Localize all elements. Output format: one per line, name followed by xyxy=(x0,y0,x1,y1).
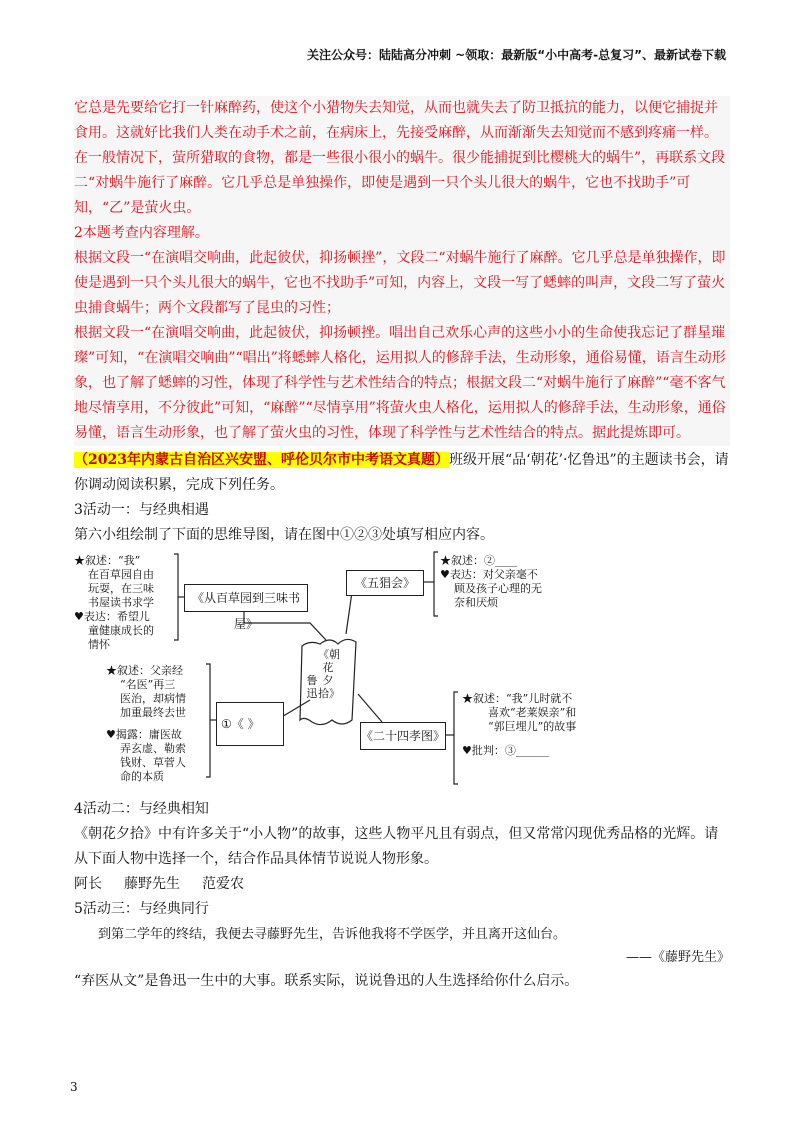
tr-line-4: 奈和厌烦 xyxy=(454,596,498,609)
center-book-title: 《朝花夕拾》 xyxy=(318,648,340,700)
mind-map-tr-notes xyxy=(440,554,542,610)
tl-line-7: 情怀 xyxy=(88,638,110,651)
question-4-title: 4活动二：与经典相知 xyxy=(74,801,209,817)
question-5-text: “弃医从文”是鲁迅一生中的大事。联系实际，说说鲁迅的人生选择给你什么启示。 xyxy=(74,973,579,989)
bl-line-2: “名医”再三 xyxy=(120,678,176,691)
person-3: 范爱农 xyxy=(202,876,244,892)
question-3-title: 3活动一：与经典相遇 xyxy=(74,502,209,518)
tl-line-6: 童健康成长的 xyxy=(88,624,154,637)
mind-map-tl-notes xyxy=(74,554,154,652)
question-4-people xyxy=(74,872,730,897)
tl-line-3: 玩耍，在三味 xyxy=(88,582,154,595)
br-line-1: ★叙述：“我”儿时就不 xyxy=(462,692,573,705)
person-2: 藤野先生 xyxy=(124,876,180,892)
mind-map-br-notes xyxy=(462,692,576,758)
mind-map-bl-notes xyxy=(106,664,186,784)
mind-map xyxy=(74,550,730,793)
br-line-2: 喜欢“老莱娱亲”和 xyxy=(488,706,577,719)
box-baicaoyuan: 《从百草园到三味书屋》 xyxy=(184,584,308,612)
page-header: 关注公众号：陆陆高分冲刺 ~领取：最新版“小中高考-总复习”、最新试卷下载 xyxy=(307,48,726,62)
bl-line-7: 钱财、草菅人 xyxy=(120,756,186,769)
tl-line-1: ★叙述：“我” xyxy=(74,554,141,567)
question-2-title: 2本题考查内容理解。 xyxy=(74,225,209,241)
intro-paragraph xyxy=(74,448,730,498)
bl-line-6: 弄玄虚、勒索 xyxy=(120,742,186,755)
question-4-text: 《朝花夕拾》中有许多关于“小人物”的故事，这些人物平凡且有弱点，但又常常闪现优秀品格的光辉。请从下面人物中选择一个，结合作品具体情节说说人物形象。 xyxy=(74,826,719,867)
center-book-author: 鲁迅 xyxy=(306,674,318,700)
tl-line-4: 书屋读书求学 xyxy=(88,596,154,609)
answer-block xyxy=(74,96,730,446)
intro-text: 班级开展“品‘朝花’·忆鲁迅”的主题读书会，请你调动阅读积累，完成下列任务。 xyxy=(74,452,729,493)
person-1: 阿长 xyxy=(74,876,102,892)
answer-paragraph-4: 根据文段一“在演唱交响曲，此起彼伏，抑扬顿挫。唱出自己欢乐心声的这些小小的生命使我忘记了群星璀璨”可知，“在演唱交响曲”“唱出”将蟋蟀人格化，运用拟人的修辞手法，生动形象，通俗易懂，语言生动形象，也了解了蟋蟀的习性，体现了科学性与艺术性结合的特点；根据文段二“对蜗牛施行了麻醉”“毫不客气地尽情享用，不分彼此”可知，“麻醉”“尽情享用”将萤火虫人格化，运用拟人的修辞手法，生动形象，通俗易懂，语言生动形象，也了解了萤火虫的习性，体现了科学性与艺术性结合的特点。据此提炼即可。 xyxy=(74,325,726,441)
bl-line-1: ★叙述：父亲经 xyxy=(106,664,183,677)
br-line-4: ♥批判：③______ xyxy=(462,744,549,757)
box-wuchanghui: 《五猖会》 xyxy=(346,570,424,596)
answer-paragraph-1: 它总是先要给它打一针麻醉药，使这个小猎物失去知觉，从而也就失去了防卫抵抗的能力，以便它捕捉并食用。这就好比我们人类在动手术之前，在病床上，先接受麻醉，从而渐渐失去知觉而不感到疼痛一样。 xyxy=(74,100,718,141)
question-5-title: 5活动三：与经典同行 xyxy=(74,901,209,917)
question-3-instruction: 第六小组绘制了下面的思维导图，请在图中①②③处填写相应内容。 xyxy=(74,527,494,543)
question-5-quote: 到第二学年的终结，我便去寻藤野先生，告诉他我将不学医学，并且离开这仙台。 xyxy=(98,927,567,942)
bl-line-5: ♥揭露：庸医故 xyxy=(106,728,182,741)
tl-line-5: ♥表达：希望儿 xyxy=(74,610,150,623)
tr-line-2: ♥表达：对父亲毫不 xyxy=(440,568,538,581)
main-content xyxy=(74,96,730,994)
question-5-quote-source: ——《藤野先生》 xyxy=(625,950,730,965)
answer-paragraph-2: 在一般情况下，萤所猎取的食物，都是一些很小很小的蜗牛。很少能捕捉到比樱桃大的蜗牛”，再联系文段二“对蜗牛施行了麻醉。它几乎总是单独操作，即使是遇到一只个头儿很大的蜗牛，它也不找助手”可知，“乙”是萤火虫。 xyxy=(74,150,726,216)
box-ershisixiaotu: 《二十四孝图》 xyxy=(360,722,446,750)
bl-line-8: 命的本质 xyxy=(120,770,164,783)
page-number: 3 xyxy=(70,1080,78,1094)
tr-line-1: ★叙述：②____ xyxy=(440,554,517,567)
bl-line-4: 加重最终去世 xyxy=(120,706,186,719)
box-blank-1: ①《 》 xyxy=(216,702,284,746)
tr-line-3: 顾及孩子心理的无 xyxy=(454,582,542,595)
tl-line-2: 在百草园自由 xyxy=(88,568,154,581)
answer-paragraph-3: 根据文段一“在演唱交响曲，此起彼伏，抑扬顿挫”，文段二“对蜗牛施行了麻醉。它几乎总是单独操作，即使是遇到一只个头儿很大的蜗牛，它也不找助手”可知，内容上，文段一写了蟋蟀的叫声，文段二写了萤火虫捕食蜗牛；两个文段都写了昆虫的习性； xyxy=(74,250,726,316)
br-line-3: “郭巨埋儿”的故事 xyxy=(488,720,577,733)
exam-source: （2023年内蒙古自治区兴安盟、呼伦贝尔市中考语文真题） xyxy=(74,452,449,468)
bl-line-3: 医治，却病情 xyxy=(120,692,186,705)
